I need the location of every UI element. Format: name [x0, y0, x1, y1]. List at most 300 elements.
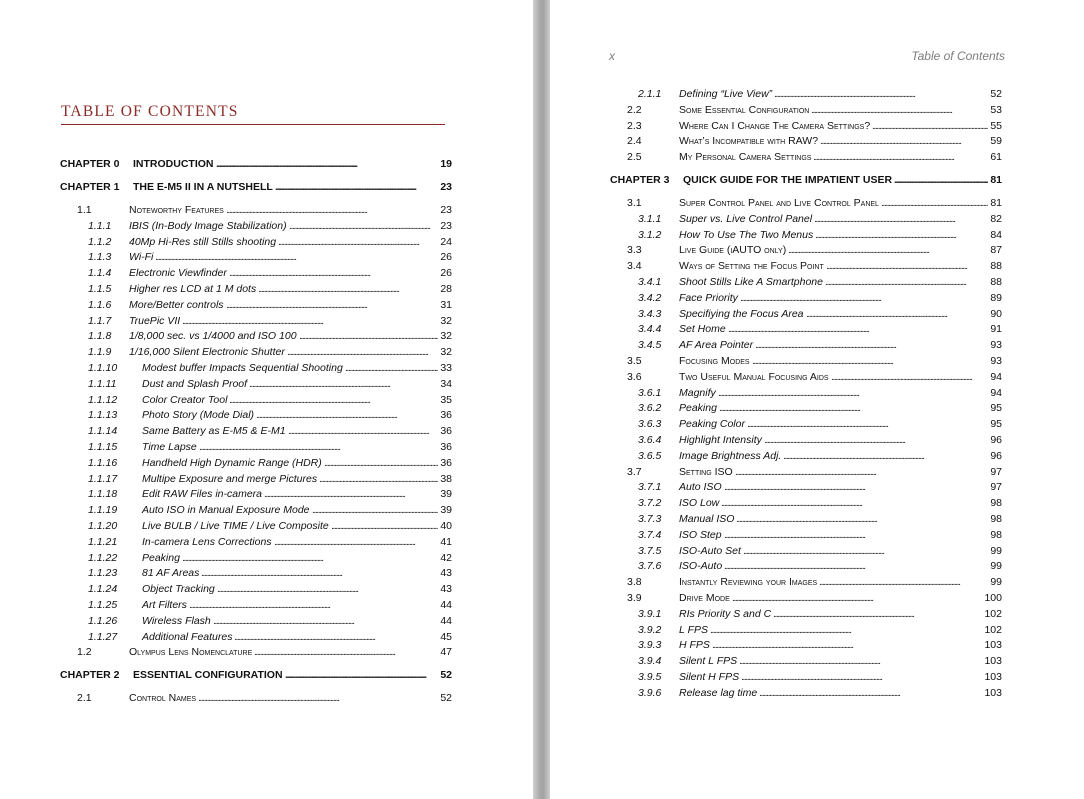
dot-leader [741, 671, 982, 683]
toc-entry[interactable] [60, 283, 452, 299]
toc-entry-title-text: Where Can I Change The Camera Settings? [679, 119, 871, 132]
toc-entry-title-text: Auto ISO [679, 481, 722, 494]
toc-entry[interactable] [610, 592, 1002, 608]
toc-entry-title [679, 513, 735, 525]
toc-entry-title [142, 536, 273, 548]
dot-leader [229, 394, 438, 406]
toc-entry[interactable] [60, 267, 452, 283]
toc-entry[interactable] [60, 330, 452, 346]
toc-entry-title-text: Time Lapse [142, 440, 197, 453]
toc-entry-page-number: 36 [440, 440, 452, 453]
toc-entry-title-text: ISO Low [679, 497, 720, 510]
toc-entry-title [679, 418, 746, 430]
toc-entry-number: 1.1.10 [88, 361, 118, 374]
dot-leader [811, 104, 988, 116]
toc-entry-title [129, 283, 257, 295]
toc-entry[interactable] [610, 655, 1002, 671]
toc-entry-page-number: 39 [440, 504, 452, 517]
toc-entry-number: 3.6.3 [638, 418, 662, 431]
toc-entry-number: 1.1.26 [88, 614, 118, 627]
toc-entry-number: 3.7 [627, 465, 642, 478]
toc-entry-number: 3.4.2 [638, 291, 662, 304]
dot-leader [719, 402, 988, 414]
toc-entry-number: 3.7.2 [638, 497, 662, 510]
toc-entry-page-number: 34 [440, 377, 452, 390]
toc-entry-page-number: 89 [990, 291, 1002, 304]
toc-entry-title-text: Set Home [679, 323, 726, 336]
toc-entry[interactable] [610, 197, 1002, 213]
toc-entry[interactable] [610, 371, 1002, 387]
toc-entry-number: 3.3 [627, 244, 642, 257]
toc-entry-title-text: Electronic Viewfinder [129, 267, 227, 280]
toc-entry-title [679, 545, 742, 557]
dot-leader [229, 267, 438, 279]
toc-entry-title [142, 504, 311, 516]
toc-entry-title [679, 497, 720, 509]
toc-entry[interactable] [610, 244, 1002, 260]
toc-entry-title-text: H FPS [679, 639, 710, 652]
toc-entry[interactable] [60, 378, 452, 394]
toc-entry[interactable] [60, 615, 452, 631]
toc-entry-title-text: THE E-M5 II IN A NUTSHELL [133, 181, 273, 193]
toc-entry-title [679, 655, 738, 667]
toc-entry-title [133, 669, 284, 681]
toc-entry[interactable] [60, 583, 452, 599]
toc-entry[interactable] [60, 315, 452, 331]
left-page [0, 0, 533, 799]
toc-entry-title [142, 378, 248, 390]
dot-leader [736, 513, 988, 525]
toc-entry-title-text: How To Use The Two Menus [679, 228, 814, 241]
toc-entry-number: 1.1.25 [88, 598, 118, 611]
toc-entry-title [142, 552, 181, 564]
toc-entry[interactable] [610, 151, 1002, 167]
toc-entry-title-text: More/Better controls [129, 298, 224, 311]
toc-entry-number: 1.1 [77, 204, 92, 216]
toc-entry-number: 3.9 [627, 591, 642, 604]
toc-entry[interactable] [610, 418, 1002, 434]
dot-leader [199, 441, 438, 453]
toc-entry[interactable] [60, 631, 452, 647]
toc-entry[interactable] [610, 339, 1002, 355]
toc-entry-title-text: My Personal Camera Settings [679, 151, 812, 164]
dot-leader [764, 434, 988, 446]
toc-entry-page-number: 32 [440, 346, 452, 359]
toc-entry-number: 3.5 [627, 354, 642, 367]
toc-entry-title-text: Object Tracking [142, 583, 215, 596]
toc-entry[interactable] [60, 346, 452, 362]
toc-entry-title-text: Live Guide (iAUTO only) [679, 244, 787, 257]
toc-entry-title-text: TruePic VII [129, 314, 181, 327]
toc-entry[interactable] [60, 599, 452, 615]
toc-entry-title-text: Wireless Flash [142, 614, 211, 627]
toc-entry-title [129, 692, 197, 704]
toc-entry-number: 3.6.1 [638, 386, 662, 399]
toc-entry-title-text: ESSENTIAL CONFIGURATION [133, 669, 283, 682]
toc-entry-title [679, 466, 734, 478]
toc-entry-page-number: 97 [990, 465, 1002, 478]
running-header-page-number: x [609, 49, 615, 63]
toc-entry-page-number: 61 [990, 151, 1002, 164]
toc-entry-title [129, 267, 228, 279]
toc-entry[interactable] [610, 292, 1002, 308]
toc-chapter-entry[interactable] [60, 669, 452, 685]
toc-entry[interactable] [610, 608, 1002, 624]
toc-entry-number: 1.1.9 [88, 346, 112, 359]
toc-entry-title [133, 181, 274, 193]
toc-entry[interactable] [60, 220, 452, 236]
toc-entry-page-number: 24 [440, 235, 452, 248]
toc-entry-title-text: Live BULB / Live TIME / Live Composite [142, 519, 329, 532]
toc-entry-title [129, 236, 277, 248]
toc-entry-title [142, 409, 255, 421]
toc-entry-title [679, 450, 782, 462]
toc-entry[interactable] [60, 457, 452, 473]
toc-entry-number: 3.7.6 [638, 560, 662, 573]
toc-entry-title [679, 576, 818, 588]
toc-entry-title [129, 204, 225, 216]
toc-entry[interactable] [60, 362, 452, 378]
dot-leader [226, 299, 438, 311]
toc-entry[interactable] [60, 409, 452, 425]
dot-leader [712, 639, 982, 651]
toc-entry-title-text: L FPS [679, 623, 708, 636]
toc-entry-title-text: QUICK GUIDE FOR THE IMPATIENT USER [683, 173, 893, 186]
toc-entry-title-text: Instantly Reviewing your Images [679, 576, 818, 589]
dot-leader [724, 529, 988, 541]
toc-entry[interactable] [610, 260, 1002, 276]
dot-leader [198, 692, 438, 704]
dot-leader [254, 646, 438, 658]
toc-entry-title [679, 671, 740, 683]
toc-entry-title-text: Peaking Color [679, 418, 745, 431]
toc-entry-number: 1.1.7 [88, 314, 112, 327]
toc-entry[interactable] [610, 323, 1002, 339]
dot-leader [226, 204, 438, 216]
toc-entry-title [679, 687, 758, 699]
toc-entry[interactable] [610, 104, 1002, 120]
toc-entry-title [142, 583, 216, 595]
toc-entry[interactable] [610, 466, 1002, 482]
toc-entry-title-text: Focusing Modes [679, 354, 750, 367]
toc-entry[interactable] [610, 560, 1002, 576]
toc-entry-page-number: 81 [990, 196, 1002, 209]
toc-entry-page-number: 35 [440, 393, 452, 406]
dot-leader [217, 583, 438, 595]
toc-entry[interactable] [610, 481, 1002, 497]
toc-entry-title-text: Multipe Exposure and merge Pictures [142, 472, 318, 485]
toc-entry[interactable] [610, 434, 1002, 450]
toc-entry-title-text: What’s Incompatible with RAW? [679, 135, 819, 148]
toc-entry-page-number: 26 [440, 251, 452, 264]
toc-entry[interactable] [610, 120, 1002, 136]
toc-entry-title-text: AF Area Pointer [679, 339, 754, 352]
toc-entry[interactable] [610, 308, 1002, 324]
toc-entry-page-number: 103 [984, 670, 1002, 683]
toc-entry-page-number: 42 [440, 551, 452, 564]
toc-entry-number: 1.1.11 [88, 377, 117, 390]
toc-entry-title-text: IBIS (In-Body Image Stabilization) [129, 219, 287, 232]
toc-entry-number: 3.7.3 [638, 512, 662, 525]
toc-entry-number: 1.1.8 [88, 330, 112, 343]
toc-entry[interactable] [610, 450, 1002, 466]
toc-entry-number: 3.1.2 [638, 228, 662, 241]
toc-entry[interactable] [60, 552, 452, 568]
toc-entry-number: 3.9.5 [638, 670, 662, 683]
dot-leader [319, 473, 438, 485]
toc-entry[interactable] [610, 624, 1002, 640]
toc-chapter-entry[interactable] [610, 174, 1002, 190]
toc-entry[interactable] [60, 567, 452, 583]
toc-entry[interactable] [60, 520, 452, 536]
toc-entry[interactable] [60, 299, 452, 315]
toc-entry-page-number: 99 [990, 544, 1002, 557]
toc-entry-title [679, 244, 787, 256]
toc-entry-page-number: 47 [440, 646, 452, 659]
dot-leader [881, 197, 988, 209]
toc-entry-page-number: 23 [440, 219, 452, 232]
toc-entry-number: 3.7.4 [638, 528, 662, 541]
dot-leader [826, 260, 988, 272]
toc-entry[interactable] [610, 671, 1002, 687]
toc-entry-title-text: Ways of Setting the Focus Point [679, 260, 824, 273]
dot-leader [815, 229, 988, 241]
dot-leader [299, 330, 438, 342]
toc-entry-page-number: 88 [990, 260, 1002, 273]
toc-entry-page-number: 98 [990, 497, 1002, 510]
toc-entry-number: 3.1.1 [638, 212, 662, 225]
page-gutter [533, 0, 550, 799]
toc-entry[interactable] [60, 692, 452, 708]
toc-entry[interactable] [610, 276, 1002, 292]
toc-entry-page-number: 32 [440, 314, 452, 327]
toc-entry[interactable] [610, 402, 1002, 418]
toc-entry-title [679, 88, 773, 100]
toc-entry[interactable] [610, 529, 1002, 545]
toc-entry-page-number: 99 [990, 560, 1002, 573]
toc-entry[interactable] [60, 536, 452, 552]
dot-leader [894, 174, 988, 186]
toc-entry[interactable] [610, 687, 1002, 703]
toc-entry-number: CHAPTER 2 [60, 669, 120, 682]
dot-leader [345, 362, 438, 374]
toc-entry[interactable] [60, 251, 452, 267]
toc-entry-title [679, 560, 723, 572]
toc-entry-page-number: 38 [440, 472, 452, 485]
toc-entry-number: 1.2 [77, 646, 92, 659]
toc-entry-title-text: Additional Features [142, 630, 233, 643]
toc-entry-number: 2.2 [627, 103, 642, 116]
toc-entry[interactable] [60, 646, 452, 662]
toc-entry-number: 3.6.4 [638, 433, 662, 446]
dot-leader [755, 339, 988, 351]
dot-leader [747, 418, 988, 430]
toc-entry-title [679, 151, 812, 163]
toc-entry[interactable] [610, 355, 1002, 371]
dot-leader [182, 315, 438, 327]
toc-entry-page-number: 95 [990, 402, 1002, 415]
toc-entry-title [679, 608, 772, 620]
toc-entry-number: 3.4 [627, 260, 642, 273]
toc-entry-title-text: Color Creator Tool [142, 393, 228, 406]
toc-entry-page-number: 102 [984, 607, 1002, 620]
toc-entry-title [129, 251, 154, 263]
toc-entry-title [679, 529, 723, 541]
toc-entry-title-text: Same Battery as E-M5 & E-M1 [142, 425, 286, 438]
dot-leader [819, 576, 988, 588]
toc-entry[interactable] [60, 473, 452, 489]
toc-entry-number: 3.7.5 [638, 544, 662, 557]
toc-entry-number: 2.3 [627, 119, 642, 132]
toc-entry-number: CHAPTER 0 [60, 158, 120, 170]
toc-entry[interactable] [610, 497, 1002, 513]
toc-entry-number: CHAPTER 3 [610, 173, 670, 186]
toc-entry-number: 2.4 [627, 135, 642, 148]
dot-leader [724, 560, 988, 572]
toc-entry-page-number: 41 [440, 535, 452, 548]
dot-leader [743, 545, 988, 557]
toc-entry-title [129, 299, 225, 311]
toc-entry-page-number: 97 [990, 481, 1002, 494]
toc-entry-title [679, 292, 739, 304]
toc-entry[interactable] [610, 213, 1002, 229]
toc-entry-page-number: 36 [440, 456, 452, 469]
toc-entry-number: 3.1 [627, 196, 642, 209]
toc-entry-title-text: Peaking [679, 402, 717, 415]
toc-entry[interactable] [610, 229, 1002, 245]
dot-leader [155, 251, 438, 263]
toc-entry-title [142, 425, 287, 437]
toc-entry-page-number: 32 [440, 330, 452, 343]
dot-leader [806, 308, 988, 320]
toc-entry-number: 2.5 [627, 151, 642, 164]
toc-entry-title [679, 639, 711, 651]
dot-leader [728, 323, 988, 335]
dot-leader [249, 378, 438, 390]
dot-leader [740, 292, 988, 304]
dot-leader [773, 608, 982, 620]
toc-entry[interactable] [60, 236, 452, 252]
toc-entry-title [142, 488, 263, 500]
toc-entry-number: 1.1.1 [88, 219, 112, 232]
toc-heading: TABLE OF CONTENTS [61, 103, 445, 125]
toc-entry-page-number: 94 [990, 386, 1002, 399]
toc-entry-title-text: Auto ISO in Manual Exposure Mode [142, 504, 310, 517]
toc-entry[interactable] [610, 135, 1002, 151]
toc-entry-title-text: Art Filters [142, 598, 187, 611]
toc-entry-page-number: 84 [990, 228, 1002, 241]
toc-entry-number: 3.4.1 [638, 275, 662, 288]
dot-leader [274, 536, 438, 548]
toc-entry-title [142, 631, 233, 643]
toc-entry-title-text: 81 AF Areas [142, 567, 200, 580]
toc-entry[interactable] [60, 425, 452, 441]
dot-leader [783, 450, 988, 462]
toc-entry-page-number: 45 [440, 630, 452, 643]
toc-entry-page-number: 102 [984, 623, 1002, 636]
toc-entry-title-text: Modest buffer Impacts Sequential Shooting [142, 361, 343, 374]
toc-entry-title-text: Super vs. Live Control Panel [679, 212, 813, 225]
toc-entry-number: 1.1.14 [88, 425, 118, 438]
toc-entry[interactable] [610, 576, 1002, 592]
toc-entry[interactable] [60, 204, 452, 220]
toc-entry[interactable] [610, 513, 1002, 529]
toc-chapter-entry[interactable] [60, 158, 452, 174]
dot-leader [718, 387, 988, 399]
toc-entry-number: 3.6.2 [638, 402, 662, 415]
dot-leader [258, 283, 438, 295]
toc-entry-title [679, 402, 718, 414]
toc-entry[interactable] [610, 639, 1002, 655]
toc-entry-title-text: Face Priority [679, 291, 738, 304]
toc-entry[interactable] [60, 394, 452, 410]
toc-entry-title-text: Super Control Panel and Live Control Panel [679, 196, 879, 209]
toc-entry-number: 2.1 [77, 692, 92, 705]
toc-entry-title [679, 323, 727, 335]
toc-entry[interactable] [60, 488, 452, 504]
toc-list-right [610, 88, 1002, 702]
toc-entry-page-number: 98 [990, 528, 1002, 541]
dot-leader [256, 409, 438, 421]
toc-entry[interactable] [60, 441, 452, 457]
toc-entry-title-text: Higher res LCD at 1 M dots [129, 282, 257, 295]
right-page [550, 0, 1084, 799]
toc-entry-title-text: Highlight Intensity [679, 433, 762, 446]
toc-entry-title [133, 158, 215, 170]
toc-entry-page-number: 43 [440, 567, 452, 580]
toc-entry-title-text: Shoot Stills Like A Smartphone [679, 275, 823, 288]
toc-entry-page-number: 55 [990, 119, 1002, 132]
toc-entry-title [679, 339, 754, 351]
toc-chapter-entry[interactable] [60, 181, 452, 197]
toc-entry-page-number: 36 [440, 409, 452, 422]
toc-entry-title [129, 346, 286, 358]
toc-entry-title [142, 567, 200, 579]
toc-entry[interactable] [60, 504, 452, 520]
toc-entry-number: 2.1.1 [638, 88, 662, 100]
running-header-title: Table of Contents [911, 49, 1005, 63]
toc-entry-page-number: 52 [440, 692, 452, 705]
toc-entry-page-number: 40 [440, 519, 452, 532]
dot-leader [201, 567, 438, 579]
toc-entry-title-text: Silent L FPS [679, 655, 738, 668]
toc-entry-page-number: 26 [440, 267, 452, 280]
toc-entry-title-text: Dust and Splash Proof [142, 377, 248, 390]
dot-leader [724, 481, 988, 493]
toc-entry-number: 3.7.1 [638, 481, 662, 494]
toc-entry-number: 1.1.3 [88, 251, 112, 264]
dot-leader [331, 520, 438, 532]
toc-entry-title-text: ISO-Auto Set [679, 544, 741, 557]
toc-entry-title-text: Manual ISO [679, 512, 735, 525]
toc-entry[interactable] [610, 387, 1002, 403]
toc-entry-number: 1.1.4 [88, 267, 112, 280]
toc-entry-number: 1.1.19 [88, 504, 118, 517]
toc-entry-title [679, 308, 805, 320]
dot-leader [752, 355, 988, 367]
toc-entry[interactable] [610, 545, 1002, 561]
toc-entry-title [679, 135, 819, 147]
toc-entry-page-number: 103 [984, 639, 1002, 652]
toc-entry-title-text: Photo Story (Mode Dial) [142, 409, 255, 422]
dot-leader [820, 135, 988, 147]
toc-entry-number: 3.9.1 [638, 607, 662, 620]
toc-entry-title [679, 387, 717, 399]
toc-entry-title-text: Release lag time [679, 686, 758, 699]
toc-entry-title [142, 362, 344, 374]
toc-entry-title-text: Control Names [129, 692, 197, 705]
toc-entry[interactable] [610, 88, 1002, 104]
